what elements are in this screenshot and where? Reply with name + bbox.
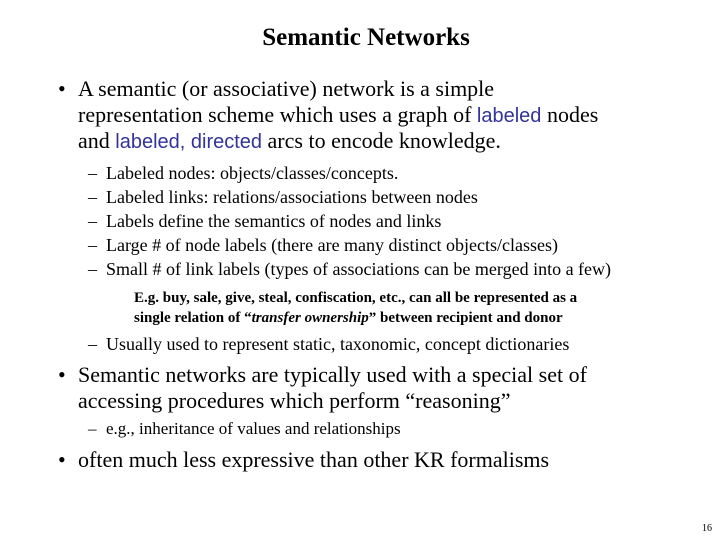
highlight-labeled: labeled <box>476 105 542 127</box>
bullet-marker: • <box>58 76 66 101</box>
bullet-1-line-2-post: nodes <box>541 102 599 127</box>
bullet-1-line-2-pre: representation scheme which uses a graph of <box>78 102 477 127</box>
sub-item: Labeled links: relations/associations between nodes <box>106 187 478 207</box>
sub-item: Labels define the semantics of nodes and links <box>106 211 442 231</box>
note-line-2-post: ” between recipient and donor <box>368 310 563 326</box>
bullet-1-line-1: A semantic (or associative) network is a simple <box>78 76 495 101</box>
dash-marker: – <box>88 334 97 354</box>
bullet-2-line-2: accessing procedures which perform “reasoning” <box>78 388 511 413</box>
bullet-marker: • <box>58 447 66 472</box>
sub-item: Labeled nodes: objects/classes/concepts. <box>106 163 399 183</box>
dash-marker: – <box>88 163 97 183</box>
bullet-2-line-1: Semantic networks are typically used with a special set of <box>78 362 587 387</box>
dash-marker: – <box>88 419 97 438</box>
sub-item: e.g., inheritance of values and relationships <box>106 419 401 438</box>
dash-marker: – <box>88 235 97 255</box>
slide-title: Semantic Networks <box>262 24 470 51</box>
note-line-2-pre: single relation of “ <box>134 310 252 326</box>
dash-marker: – <box>88 211 97 231</box>
bullet-1-line-3-post: arcs to encode knowledge. <box>262 128 501 153</box>
page-number: 16 <box>702 523 712 534</box>
bullet-3-line-1: often much less expressive than other KR formalisms <box>78 447 550 472</box>
sub-item: Usually used to represent static, taxonomic, concept dictionaries <box>106 334 570 354</box>
bullet-1-line-3 <box>78 128 501 154</box>
sub-item: Large # of node labels (there are many distinct objects/classes) <box>106 235 559 255</box>
dash-marker: – <box>88 187 97 207</box>
dash-marker: – <box>88 259 97 279</box>
sub-item: Small # of link labels (types of associations can be merged into a few) <box>106 259 612 279</box>
highlight-labeled-directed: labeled, directed <box>115 131 263 153</box>
note-emphasis: transfer ownership <box>251 310 369 326</box>
bullet-1-line-3-pre: and <box>78 128 116 153</box>
bullet-1-line-2 <box>78 102 598 128</box>
note-line-2 <box>134 310 563 327</box>
bullet-marker: • <box>58 362 66 387</box>
note-line-1: E.g. buy, sale, give, steal, confiscation, etc., can all be represented as a <box>134 290 578 306</box>
